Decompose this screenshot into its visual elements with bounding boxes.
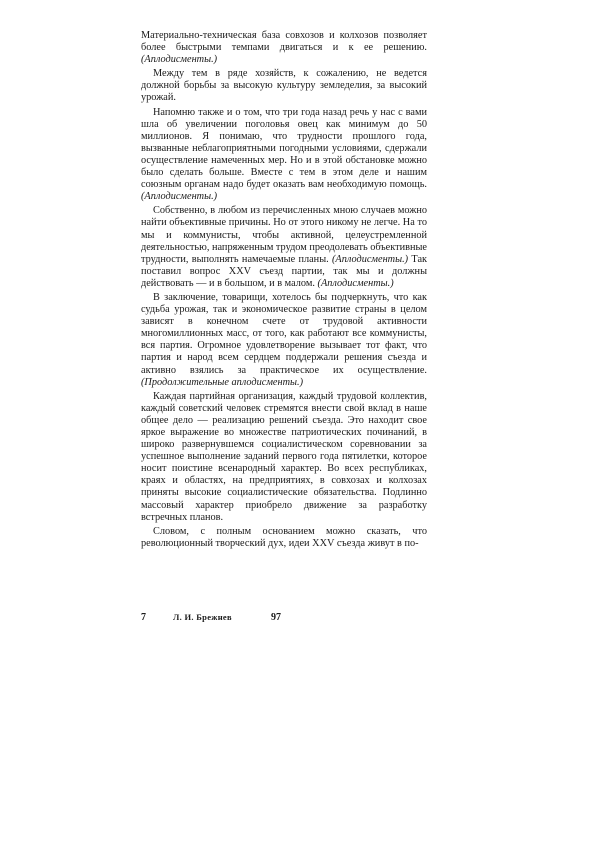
paragraph-2 [141, 68, 427, 104]
applause-note: (Продолжительные аплодисменты.) [141, 376, 304, 388]
signature-mark: 7 [141, 612, 146, 623]
applause-note: (Аплодисменты.) [141, 54, 218, 66]
paragraph-7 [141, 526, 427, 550]
applause-note: (Аплодисменты.) [332, 253, 409, 265]
paragraph-text: Напомню также и о том, что три года назад речь у нас с вами шла об увеличении поголовья овец как минимум до 50 миллионов. Я понимаю, что трудности прошлого года, вызванные неблагоприятными погодными условиями, сдержали осуществление намеченных мер. Но и в этой обстановке можно было сделать больше. Вместе с тем в этом деле и нашим союзным органам надо будет оказать вам необходимую помощь. [141, 106, 427, 191]
paragraph-5 [141, 292, 427, 389]
paragraph-text-tail: Так поставил вопрос XXV съезд партии, так мы и должны действовать — и в большом, и в малом. [141, 253, 428, 289]
paragraph-6 [141, 391, 427, 524]
paragraph-text: Словом, с полным основанием можно сказать, что революционный творческий дух, идеи XXV съезда живут в по- [141, 525, 427, 549]
paragraph-text: Каждая партийная организация, каждый трудовой коллектив, каждый советский человек стремятся внести свой вклад в наше общее дело — реализацию решений съезда. Это находит свое яркое выражение во множестве патриотических починаний, в широко развернувшемся социалистическом соревновании за успешное выполнение заданий первого года пятилетки, которое носит поистине всенародный характер. Во всех республиках, краях и областях, на предприятиях, в совхозах и колхозах приняты высокие социалистические обязательства. Подлинно массовый характер приобрело движение за разработку встречных планов. [141, 390, 427, 523]
author-name: Л. И. Брежнев [173, 612, 232, 622]
applause-note: (Аплодисменты.) [141, 191, 218, 203]
paragraph-1 [141, 30, 427, 66]
page-number: 97 [271, 612, 281, 623]
paragraph-text: В заключение, товарищи, хотелось бы подчеркнуть, что как судьба урожая, так и экономическое развитие страны в целом зависят в конечном счете от трудовой активности многомиллионных масс, от того, как работают все коммунисты, вся партия. Огромное удовлетворение вызывает тот факт, что партия и народ всем сердцем поддержали решения съезда и активно взялись за практическое их осуществление. [141, 291, 427, 376]
paragraph-text: Собственно, в любом из перечисленных мною случаев можно найти объективные причины. Но от этого никому не легче. На то мы и коммунисты, чтобы активной, целеустремленной деятельностью, напряженным трудом преодолевать объективные трудности, выполнять намечаемые планы. [141, 205, 427, 265]
paragraph-text: Материально-техническая база совхозов и колхозов позволяет более быстрыми темпами двигаться и к ее решению. [141, 30, 427, 54]
paragraph-3 [141, 107, 427, 204]
page-text-column [141, 30, 427, 552]
applause-note: (Аплодисменты.) [317, 277, 394, 289]
page-footer [141, 612, 427, 626]
paragraph-4 [141, 205, 427, 290]
paragraph-text: Между тем в ряде хозяйств, к сожалению, не ведется должной борьбы за высокую культуру земледелия, за высокий урожай. [141, 68, 427, 104]
